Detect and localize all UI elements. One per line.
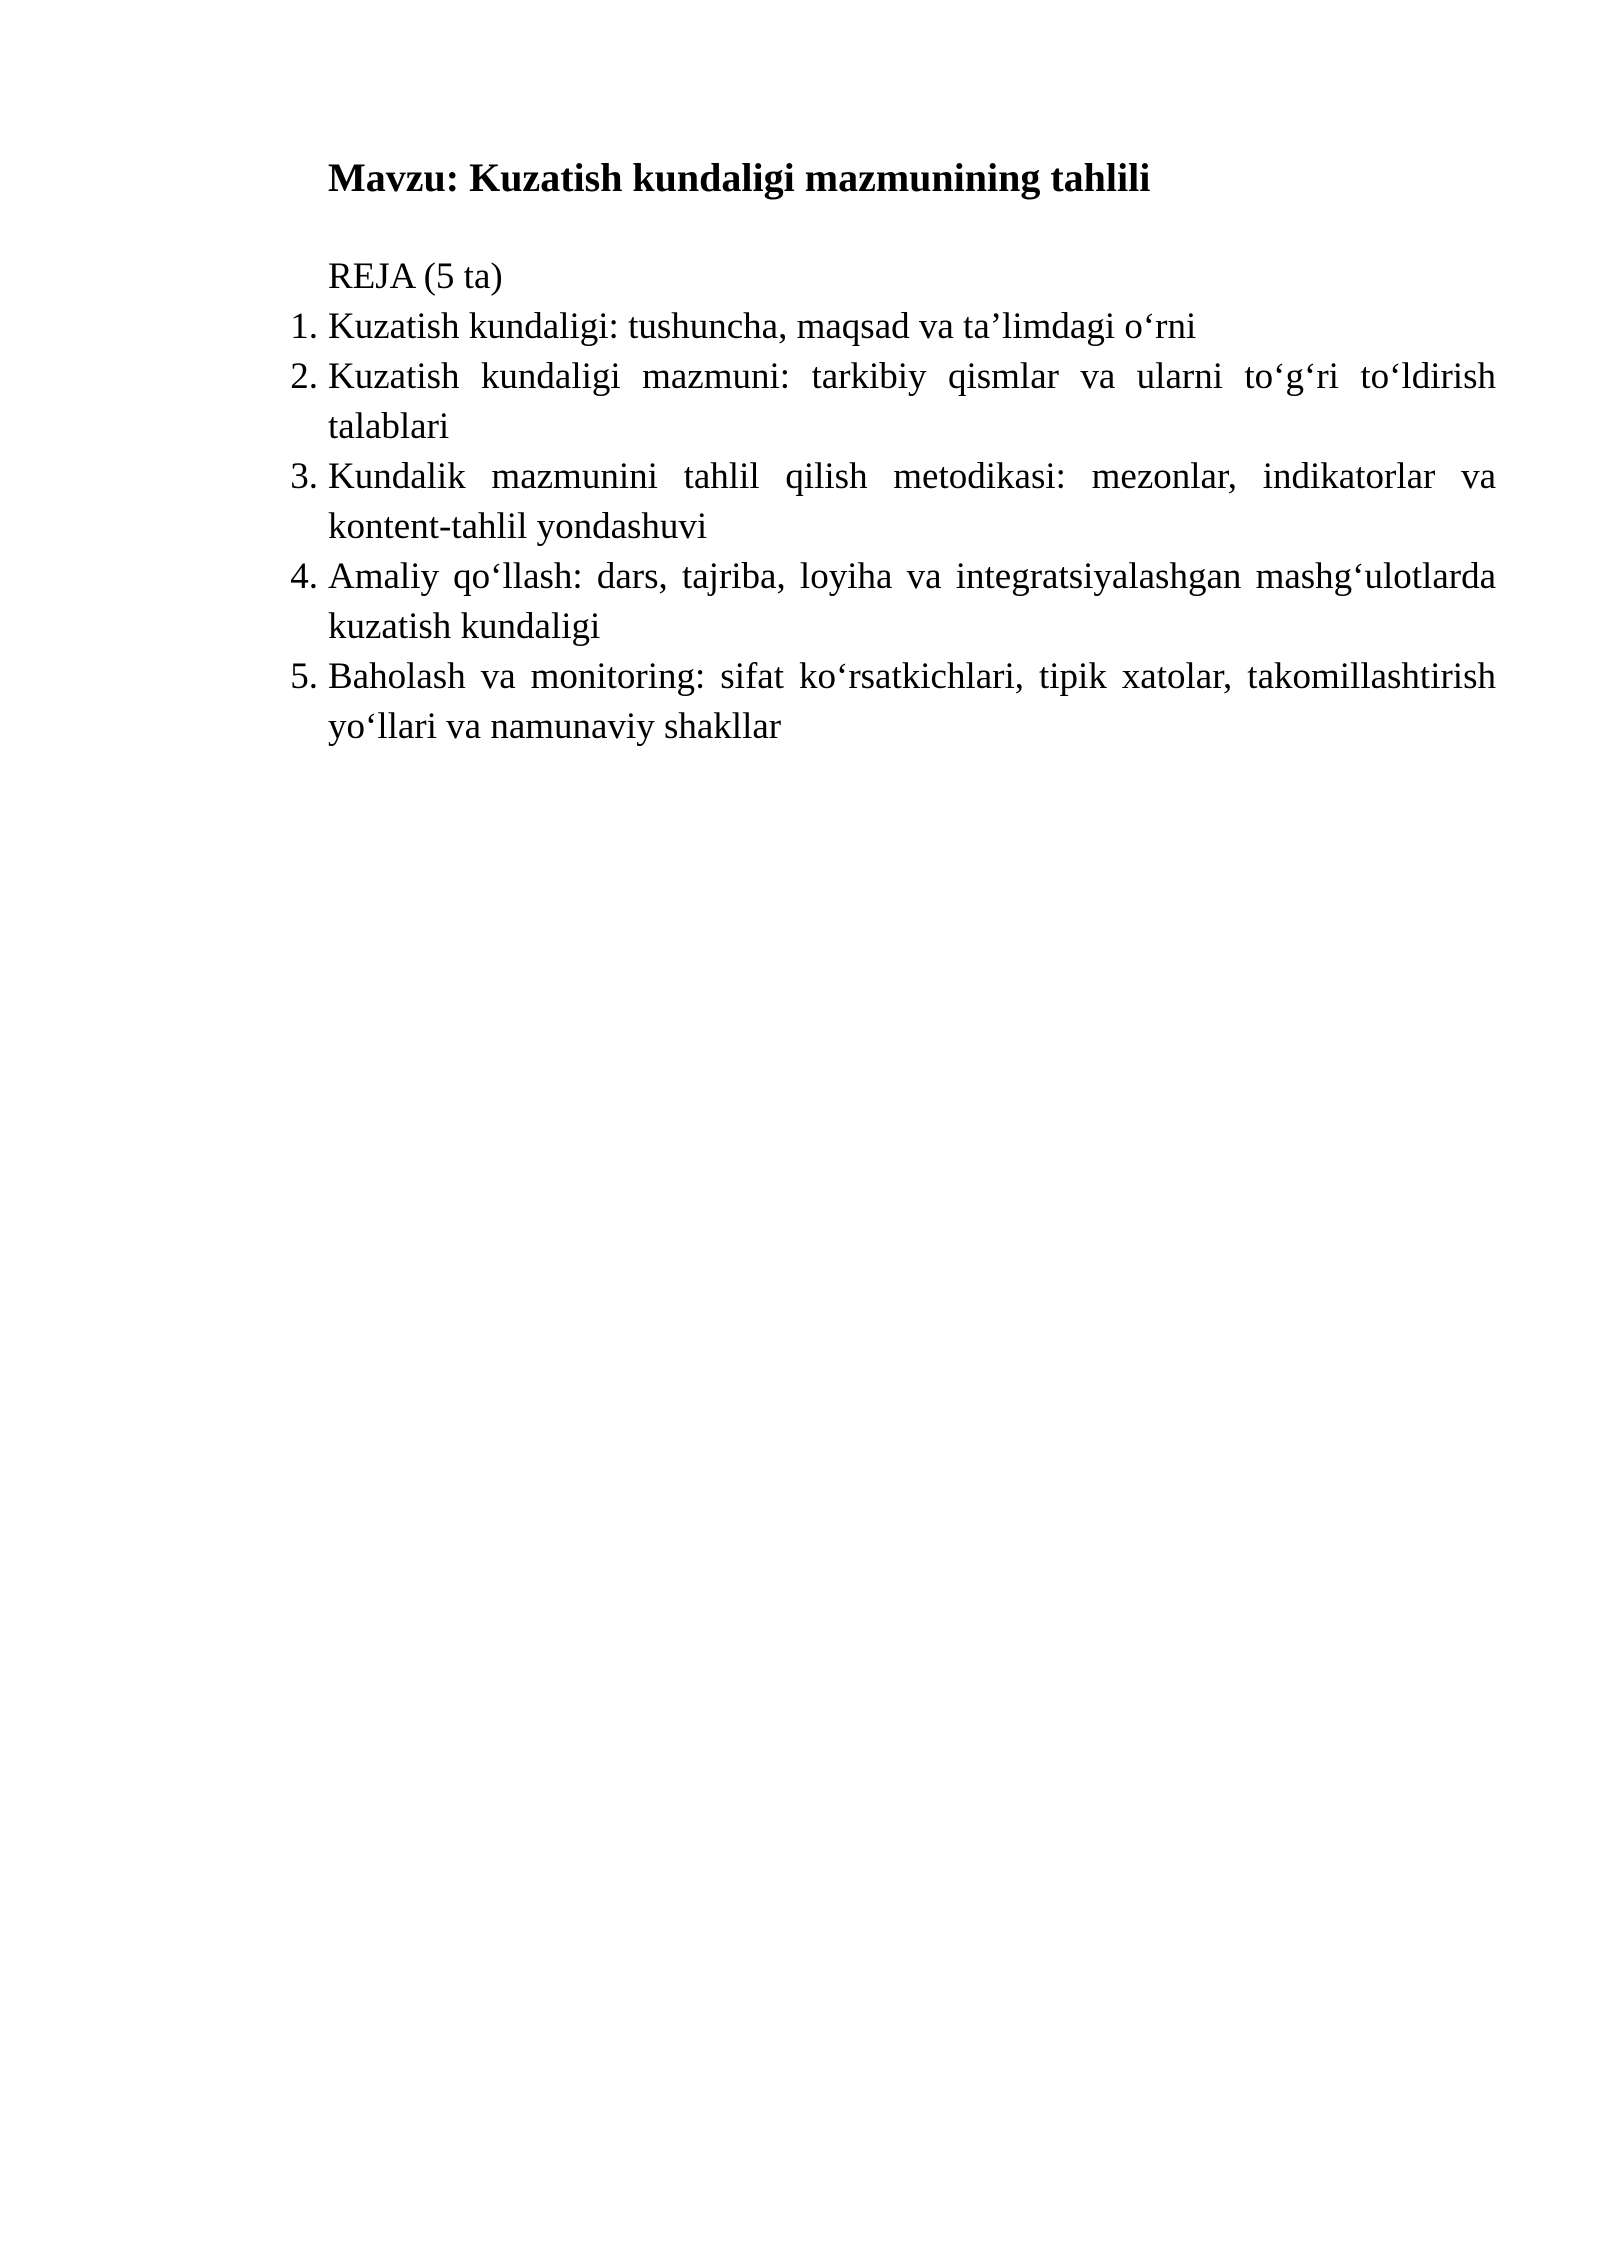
plan-item xyxy=(278,652,1496,752)
plan-item-number: 4. xyxy=(290,556,318,597)
plan-item-text: Baholash va monitoring: sifat ko‘rsatkichlari, tipik xatolar, takomillashtirish yo‘llari va namunaviy shakllar xyxy=(328,656,1496,747)
plan-item xyxy=(278,302,1496,352)
document-title: Mavzu: Kuzatish kundaligi mazmunining tahlili xyxy=(328,155,1151,200)
plan-item-text: Amaliy qo‘llash: dars, tajriba, loyiha va integratsiyalashgan mashg‘ulotlarda kuzatish kundaligi xyxy=(328,556,1496,647)
plan-item-number: 5. xyxy=(290,656,318,697)
document-content xyxy=(278,150,1496,752)
plan-item-text: Kuzatish kundaligi: tushuncha, maqsad va ta’limdagi o‘rni xyxy=(328,306,1197,347)
plan-item-number: 2. xyxy=(290,356,318,397)
plan-item xyxy=(278,352,1496,452)
plan-item-text: Kundalik mazmunini tahlil qilish metodikasi: mezonlar, indikatorlar va kontent-tahlil yondashuvi xyxy=(328,456,1496,547)
plan-heading: REJA (5 ta) xyxy=(328,256,503,297)
plan-item-text: Kuzatish kundaligi mazmuni: tarkibiy qismlar va ularni to‘g‘ri to‘ldirish talablari xyxy=(328,356,1496,447)
plan-item xyxy=(278,552,1496,652)
plan-item-number: 1. xyxy=(290,306,318,347)
plan-list xyxy=(278,302,1496,752)
plan-item-number: 3. xyxy=(290,456,318,497)
plan-item xyxy=(278,452,1496,552)
